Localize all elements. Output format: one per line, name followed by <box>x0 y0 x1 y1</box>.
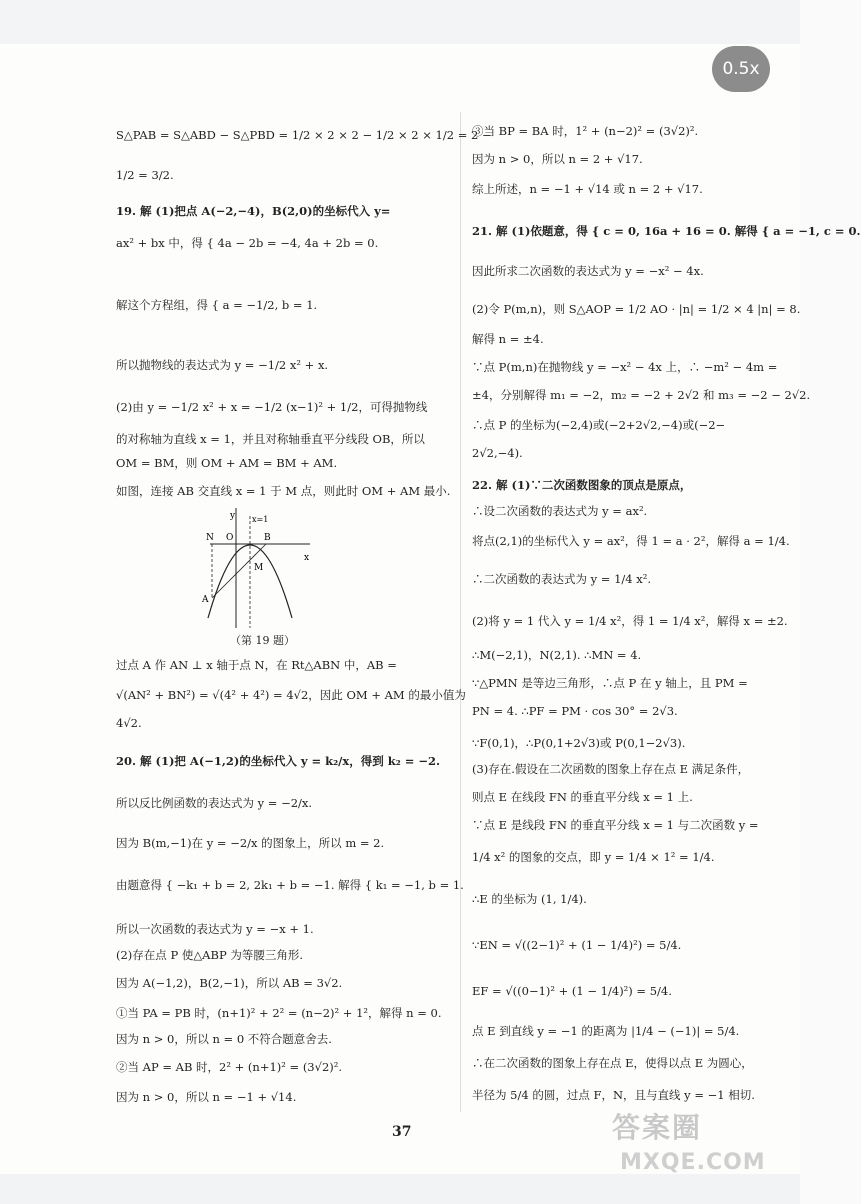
left-line-22: 因为 n > 0，所以 n = 0 不符合题意舍去. <box>116 1032 332 1046</box>
left-line-23: ②当 AP = AB 时，2² + (n+1)² = (3√2)². <box>116 1060 343 1074</box>
column-divider <box>460 112 461 1112</box>
right-line-23: ∵点 E 是线段 FN 的垂直平分线 x = 1 与二次函数 y = <box>472 818 759 832</box>
right-line-11: 2√2,−4). <box>472 446 523 460</box>
right-line-22: 则点 E 在线段 FN 的垂直平分线 x = 1 上. <box>472 790 693 804</box>
label-m: M <box>254 563 264 573</box>
right-line-4: 21. 解 (1)依题意，得 { c = 0, 16a + 16 = 0. 解得 { a = −1, c = 0. <box>472 224 861 238</box>
right-line-6: (2)令 P(m,n)，则 S△AOP = 1/2 AO · |n| = 1/2 × 4 |n| = 8. <box>472 302 801 316</box>
right-line-15: ∴二次函数的表达式为 y = 1/4 x². <box>472 572 652 586</box>
parabola-figure <box>200 508 310 632</box>
page-number: 37 <box>392 1124 412 1140</box>
right-line-27: EF = √((0−1)² + (1 − 1/4)²) = 5/4. <box>472 984 672 998</box>
left-line-16: 因为 B(m,−1)在 y = −2/x 的图象上，所以 m = 2. <box>116 836 385 850</box>
right-line-30: 半径为 5/4 的圆，过点 F，N，且与直线 y = −1 相切. <box>472 1088 755 1102</box>
left-line-19: (2)存在点 P 使△ABP 为等腰三角形. <box>116 948 303 962</box>
left-line-7: (2)由 y = −1/2 x² + x = −1/2 (x−1)² + 1/2，可得抛物线 <box>116 400 428 414</box>
playback-speed-button[interactable]: 0.5x <box>712 46 770 92</box>
left-line-21: ①当 PA = PB 时，(n+1)² + 2² = (n−2)² + 1²，解得 n = 0. <box>116 1006 442 1020</box>
right-line-24: 1/4 x² 的图象的交点，即 y = 1/4 × 1² = 1/4. <box>472 850 715 864</box>
left-line-13: 4√2. <box>116 716 142 730</box>
right-line-19: PN = 4. ∴PF = PM · cos 30° = 2√3. <box>472 704 678 718</box>
left-line-4: ax² + bx 中，得 { 4a − 2b = −4, 4a + 2b = 0. <box>116 236 379 250</box>
label-y: y <box>230 511 236 521</box>
right-line-7: 解得 n = ±4. <box>472 332 544 346</box>
right-line-14: 将点(2,1)的坐标代入 y = ax²，得 1 = a · 2²，解得 a = 1/4. <box>472 534 790 548</box>
label-n: N <box>206 533 214 543</box>
left-line-11: 过点 A 作 AN ⊥ x 轴于点 N，在 Rt△ABN 中，AB = <box>116 658 397 672</box>
right-line-17: ∴M(−2,1)，N(2,1). ∴MN = 4. <box>472 648 642 662</box>
left-line-24: 因为 n > 0，所以 n = −1 + √14. <box>116 1090 297 1104</box>
left-line-14: 20. 解 (1)把 A(−1,2)的坐标代入 y = k₂/x，得到 k₂ = −2. <box>116 754 441 768</box>
top-bar <box>0 0 800 44</box>
right-line-16: (2)将 y = 1 代入 y = 1/4 x²，得 1 = 1/4 x²，解得 x = ±2. <box>472 614 788 628</box>
right-line-26: ∵EN = √((2−1)² + (1 − 1/4)²) = 5/4. <box>472 938 682 952</box>
right-line-1: ③当 BP = BA 时，1² + (n−2)² = (3√2)². <box>472 124 699 138</box>
right-line-8: ∵点 P(m,n)在抛物线 y = −x² − 4x 上，∴ −m² − 4m = <box>472 360 778 374</box>
bottom-bar <box>0 1174 800 1204</box>
left-line-8: 的对称轴为直线 x = 1，并且对称轴垂直平分线段 OB，所以 <box>116 432 425 446</box>
watermark-url: MXQE.COM <box>620 1150 766 1175</box>
right-line-29: ∴在二次函数的图象上存在点 E，使得以点 E 为圆心， <box>472 1056 753 1070</box>
right-line-18: ∵△PMN 是等边三角形，∴点 P 在 y 轴上，且 PM = <box>472 676 748 690</box>
left-line-15: 所以反比例函数的表达式为 y = −2/x. <box>116 796 313 810</box>
figure-caption: （第 19 题） <box>230 634 295 647</box>
left-line-9: OM = BM，则 OM + AM = BM + AM. <box>116 456 338 470</box>
left-line-6: 所以抛物线的表达式为 y = −1/2 x² + x. <box>116 358 329 372</box>
label-a: A <box>202 595 209 605</box>
right-line-9: ±4，分别解得 m₁ = −2，m₂ = −2 + 2√2 和 m₃ = −2 − 2√2. <box>472 388 811 402</box>
left-line-5: 解这个方程组，得 { a = −1/2, b = 1. <box>116 298 318 312</box>
right-line-21: (3)存在.假设在二次函数的图象上存在点 E 满足条件， <box>472 762 750 776</box>
right-line-20: ∵F(0,1)，∴P(0,1+2√3)或 P(0,1−2√3). <box>472 736 686 750</box>
right-line-5: 因此所求二次函数的表达式为 y = −x² − 4x. <box>472 264 704 278</box>
right-line-2: 因为 n > 0，所以 n = 2 + √17. <box>472 152 643 166</box>
left-line-3: 19. 解 (1)把点 A(−2,−4)，B(2,0)的坐标代入 y= <box>116 204 391 218</box>
label-x1: x=1 <box>252 515 269 524</box>
left-line-20: 因为 A(−1,2)，B(2,−1)，所以 AB = 3√2. <box>116 976 343 990</box>
left-line-18: 所以一次函数的表达式为 y = −x + 1. <box>116 922 314 936</box>
left-line-2: 1/2 = 3/2. <box>116 168 174 182</box>
label-x: x <box>304 553 310 563</box>
right-line-12: 22. 解 (1)∵二次函数图象的顶点是原点， <box>472 478 692 492</box>
left-line-12: √(AN² + BN²) = √(4² + 4²) = 4√2，因此 OM + AM 的最小值为 <box>116 688 466 702</box>
watermark-logo: 答案圈 <box>612 1111 703 1144</box>
right-line-25: ∴E 的坐标为 (1, 1/4). <box>472 892 587 906</box>
left-line-17: 由题意得 { −k₁ + b = 2, 2k₁ + b = −1. 解得 { k₁ = −1, b = 1. <box>116 878 464 892</box>
right-line-3: 综上所述，n = −1 + √14 或 n = 2 + √17. <box>472 182 703 196</box>
label-o: O <box>226 533 234 543</box>
label-b: B <box>264 533 271 543</box>
right-line-10: ∴点 P 的坐标为(−2,4)或(−2+2√2,−4)或(−2− <box>472 418 726 432</box>
right-line-28: 点 E 到直线 y = −1 的距离为 |1/4 − (−1)| = 5/4. <box>472 1024 740 1038</box>
right-line-13: ∴设二次函数的表达式为 y = ax². <box>472 504 648 518</box>
left-line-10: 如图，连接 AB 交直线 x = 1 于 M 点，则此时 OM + AM 最小. <box>116 484 451 498</box>
left-line-1: S△PAB = S△ABD − S△PBD = 1/2 × 2 × 2 − 1/2 × 2 × 1/2 = 2 − <box>116 128 492 142</box>
